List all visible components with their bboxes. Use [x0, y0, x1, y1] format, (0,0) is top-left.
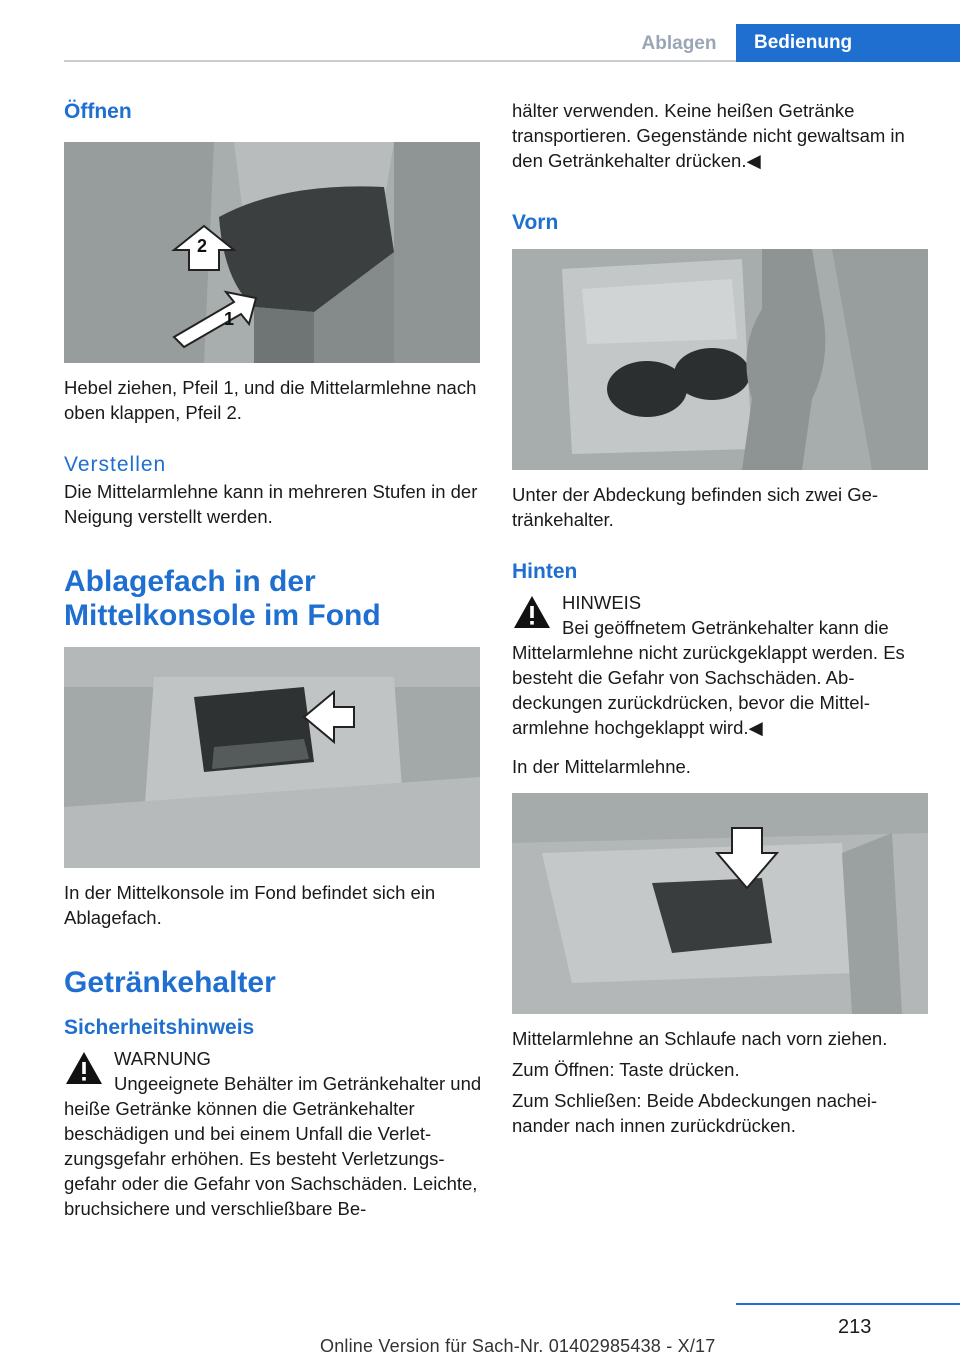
footer-rule: [736, 1303, 960, 1305]
warning-text: Ungeeignete Behälter im Getränkehalter und heiße Getränke können die Getränkehalter beschädigen und bei einem Unfall die Verlet‐zungsgefahr erhöhen. Es besteht Verletzungs‐gefahr oder die Gefahr von Sachschäden. Leichte, bruchsichere und verschließbare Be‐: [64, 1073, 482, 1219]
ablagefach-illustration: [64, 647, 480, 868]
note-title: HINWEIS: [562, 592, 642, 613]
warning-continuation: hälter verwenden. Keine heißen Getränke transportieren. Gegenstände nicht gewaltsam in den Getränkehalter drücken.◀: [512, 100, 905, 171]
caption-hinten-1: Mittelarmlehne an Schlaufe nach vorn ziehen.: [512, 1028, 888, 1049]
figure-cupholder-rear: [512, 793, 928, 1014]
warning-triangle-icon: [64, 1050, 104, 1086]
caption-vorn: Unter der Abdeckung befinden sich zwei Ge‐tränkehalter.: [512, 484, 879, 530]
armrest-open-illustration: [64, 142, 480, 363]
warning-block: [64, 1046, 482, 1071]
right-column: [512, 98, 930, 1138]
figure-cupholder-front: [512, 249, 928, 470]
figure-ablagefach: [64, 647, 480, 868]
heading-hinten: Hinten: [512, 560, 578, 583]
text-mittelarmlehne: In der Mittelarmlehne.: [512, 756, 691, 777]
arrow-2-label: 2: [197, 236, 208, 256]
warning-title: WARNUNG: [114, 1048, 211, 1069]
figure-armrest-open: [64, 142, 480, 363]
arrow-1-label: 1: [224, 309, 235, 329]
cupholder-front-illustration: [512, 249, 928, 470]
cupholder-rear-illustration: [512, 793, 928, 1014]
page-number: 213: [838, 1316, 872, 1338]
header-section-tab[interactable]: Ablagen: [641, 33, 717, 54]
caption-oeffnen: Hebel ziehen, Pfeil 1, und die Mittelarmlehne nach oben klappen, Pfeil 2.: [64, 377, 477, 423]
left-column: [64, 98, 482, 1221]
heading-verstellen: Verstellen: [64, 453, 167, 476]
header-chapter-tab[interactable]: Bedienung: [736, 24, 960, 62]
heading-sicherheitshinweis: Sicherheitshinweis: [64, 1016, 255, 1039]
note-text: Bei geöffnetem Getränkehalter kann die Mittelarmlehne nicht zurückgeklappt werden. Es besteht die Gefahr von Sachschäden. Ab‐deckungen zurückdrücken, bevor die Mittel‐armlehne hochgeklappt wird.◀: [512, 617, 905, 738]
warning-triangle-icon: [512, 594, 552, 630]
note-block: [512, 590, 930, 615]
text-verstellen: Die Mittelarmlehne kann in mehreren Stufen in der Neigung verstellt werden.: [64, 481, 478, 527]
heading-oeffnen: Öffnen: [64, 100, 132, 123]
caption-ablagefach: In der Mittelkonsole im Fond befindet sich ein Ablagefach.: [64, 882, 436, 928]
heading-vorn: Vorn: [512, 211, 559, 234]
heading-getraenkehalter: Getränkehalter: [64, 966, 276, 999]
online-version-note: Online Version für Sach-Nr. 01402985438 - X/17: [320, 1336, 716, 1356]
heading-ablagefach: Ablagefach in der Mittelkonsole im Fond: [64, 565, 381, 632]
caption-hinten-3: Zum Schließen: Beide Abdeckungen nachei‐nander nach innen zurückdrücken.: [512, 1090, 878, 1136]
caption-hinten-2: Zum Öffnen: Taste drücken.: [512, 1059, 740, 1080]
